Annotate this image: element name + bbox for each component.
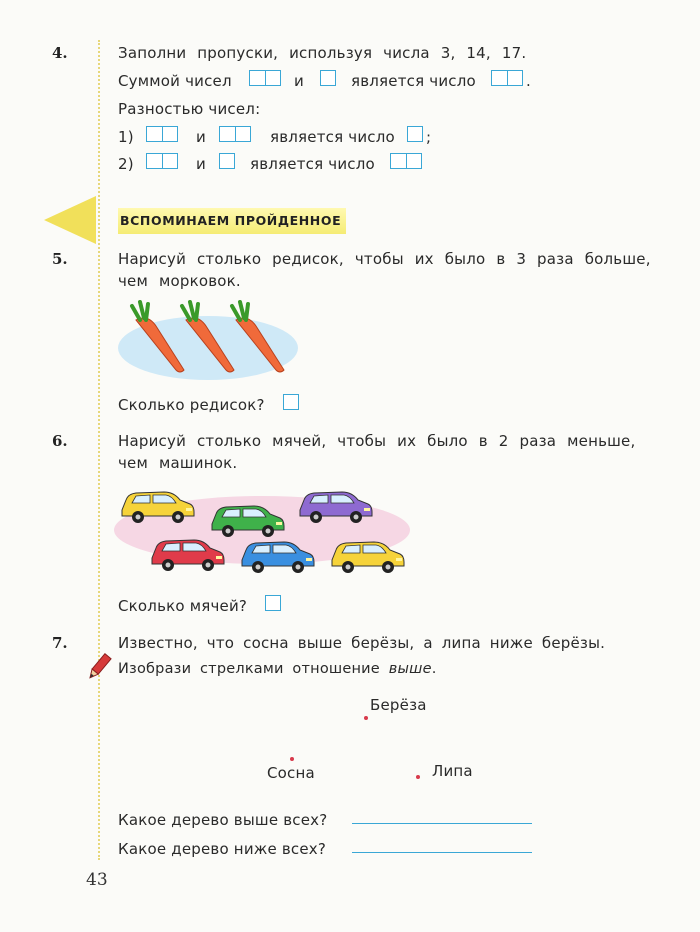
pencil-icon (84, 652, 114, 682)
tree-birch-label: Берёза (370, 696, 427, 714)
task5-line2: чем морковок. (118, 272, 241, 290)
task7-line2-prefix: Изобрази стрелками отношение (118, 661, 380, 677)
car-icon (332, 542, 404, 573)
sum-first-box[interactable] (249, 70, 281, 86)
linden-point[interactable] (416, 775, 420, 779)
difference-title: Разностью чисел: (118, 100, 261, 118)
is-number-text: является число (270, 128, 395, 146)
tallest-answer-line[interactable] (352, 823, 532, 824)
task7-line1: Известно, что сосна выше берёзы, а липа ниже берёзы. (118, 634, 606, 652)
diff1-result-box[interactable] (407, 126, 423, 142)
semicolon: ; (426, 128, 432, 146)
item2-label: 2) (118, 155, 134, 173)
diff1-first-box[interactable] (146, 126, 178, 142)
task7-line2-word: выше (388, 661, 432, 677)
diff2-second-box[interactable] (219, 153, 235, 169)
task6-question: Сколько мячей? (118, 597, 248, 615)
task6-number: 6. (52, 432, 68, 450)
tree-pine-label: Сосна (267, 764, 315, 782)
sum-second-box[interactable] (320, 70, 336, 86)
section-header (118, 208, 346, 234)
diff2-result-box[interactable] (390, 153, 422, 169)
and-word: и (196, 128, 206, 146)
task7-line2-suffix: . (431, 661, 437, 677)
task7-number: 7. (52, 634, 68, 652)
margin-dotted-line (98, 40, 100, 860)
carrots-illustration (118, 296, 298, 380)
task7-line2 (118, 661, 437, 677)
sum-result-box[interactable] (491, 70, 523, 86)
section-triangle-decoration (44, 196, 96, 244)
and-word: и (294, 72, 304, 90)
section-title: ВСПОМИНАЕМ ПРОЙДЕННОЕ (120, 213, 342, 228)
diff2-first-box[interactable] (146, 153, 178, 169)
task4-number: 4. (52, 44, 68, 62)
cars-illustration (112, 484, 412, 580)
is-number-text: является число (351, 72, 476, 90)
task4-instruction: Заполни пропуски, используя числа 3, 14, 17. (118, 44, 527, 62)
and-word: и (196, 155, 206, 173)
question-tallest: Какое дерево выше всех? (118, 811, 328, 829)
task6-line2: чем машинок. (118, 454, 238, 472)
shortest-answer-line[interactable] (352, 852, 532, 853)
birch-point[interactable] (364, 716, 368, 720)
diff1-second-box[interactable] (219, 126, 251, 142)
balls-answer-box[interactable] (265, 595, 281, 611)
task5-question: Сколько редисок? (118, 396, 265, 414)
question-shortest: Какое дерево ниже всех? (118, 840, 327, 858)
task5-number: 5. (52, 250, 68, 268)
task6-line1: Нарисуй столько мячей, чтобы их было в 2 раза меньше, (118, 432, 636, 450)
is-number-text: является число (250, 155, 375, 173)
task5-line1: Нарисуй столько редисок, чтобы их было в 3 раза больше, (118, 250, 651, 268)
pine-point[interactable] (290, 757, 294, 761)
radishes-answer-box[interactable] (283, 394, 299, 410)
page-number: 43 (86, 870, 108, 890)
item1-label: 1) (118, 128, 134, 146)
period: . (526, 72, 531, 90)
sum-prefix: Суммой чисел (118, 72, 232, 90)
tree-linden-label: Липа (432, 762, 473, 780)
